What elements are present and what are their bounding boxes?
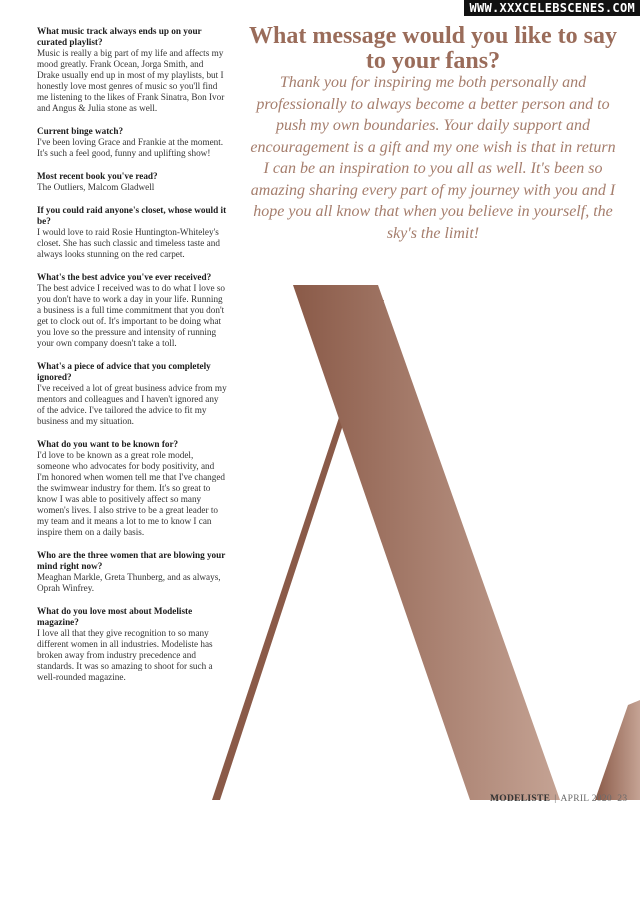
message-body: Thank you for inspiring me both personally and professionally to always become a better person and to push my own boundaries. Your daily support and encouragement is a gift and my one wish is that in return I can be an inspiration to you all as well. It's been so amazing sharing every part of my journey with you and I hope you all know that when you believe in yourself, the sky's the limit! (250, 74, 616, 242)
question: What music track always ends up on your curated playlist? (37, 26, 202, 47)
message-heading: What message would you like to say to your fans? (248, 23, 618, 74)
qa-item (37, 26, 227, 114)
question: What do you want to be known for? (37, 439, 179, 449)
question: What's the best advice you've ever received? (37, 272, 212, 282)
answer: The Outliers, Malcom Gladwell (37, 182, 155, 192)
qa-item (37, 606, 227, 683)
qa-item (37, 550, 227, 594)
letter-thick-stroke (293, 285, 560, 800)
question: If you could raid anyone's closet, whose would it be? (37, 205, 227, 226)
answer: I would love to raid Rosie Huntington-Whiteley's closet. She has such classic and timeless taste and always looks stunning on the red carpet. (37, 227, 220, 259)
answer: I love all that they give recognition to so many different women in all industries. Modeliste has broken away from industry precedence and standards. It was so amazing to shoot for such a well-rounded magazine. (37, 628, 213, 682)
answer: The best advice I received was to do what I love so you don't have to work a day in your life. Running a business is a full time commitment that you don't get to clock out of. It's important to be doing what you love so the pressure and intensity of running your own company doesn't take a toll. (37, 283, 226, 348)
qa-item (37, 126, 227, 159)
answer: I've been loving Grace and Frankie at the moment. It's such a feel good, funny and uplifting show! (37, 137, 224, 158)
footer-separator: | (554, 794, 557, 804)
question: Most recent book you've read? (37, 171, 158, 181)
qa-item (37, 272, 227, 349)
question: What do you love most about Modeliste magazine? (37, 606, 193, 627)
qa-item (37, 205, 227, 260)
answer: I'd love to be known as a great role model, someone who advocates for body positivity, and I'm honored when women tell me that I've changed the swimwear industry for them. It's so great to know I was able to positively affect so many women's lives. I also strive to be a great leader to my team and it means a lot to me to know I can inspire them on a daily basis. (37, 450, 226, 537)
answer: Music is really a big part of my life and affects my mood greatly. Frank Ocean, Jorga Smith, and Drake usually end up in most of my playlists, but I honestly love most genres of music so you'll find me listening to the likes of Frank Sinatra, Bon Ivor and Angus & Julia stone as well. (37, 48, 225, 113)
watermark: WWW.XXXCELEBSCENES.COM (464, 0, 640, 16)
question: Current binge watch? (37, 126, 124, 136)
issue-date: APRIL 2020 (560, 794, 612, 804)
qa-item (37, 439, 227, 538)
magazine-name: MODELISTE (490, 794, 551, 804)
question: What's a piece of advice that you completely ignored? (37, 361, 211, 382)
qa-item (37, 171, 227, 193)
qa-item (37, 361, 227, 427)
letter-right-stroke (595, 700, 640, 800)
answer: Meaghan Markle, Greta Thunberg, and as always, Oprah Winfrey. (37, 572, 221, 593)
interview-column (37, 26, 227, 695)
answer: I've received a lot of great business advice from my mentors and colleagues and I haven't ignored any of the advice. I've tailored the advice to fit my business and my situation. (37, 383, 227, 426)
question: Who are the three women that are blowing your mind right now? (37, 550, 226, 571)
page-footer (490, 794, 627, 804)
page-number: 23 (617, 794, 628, 804)
